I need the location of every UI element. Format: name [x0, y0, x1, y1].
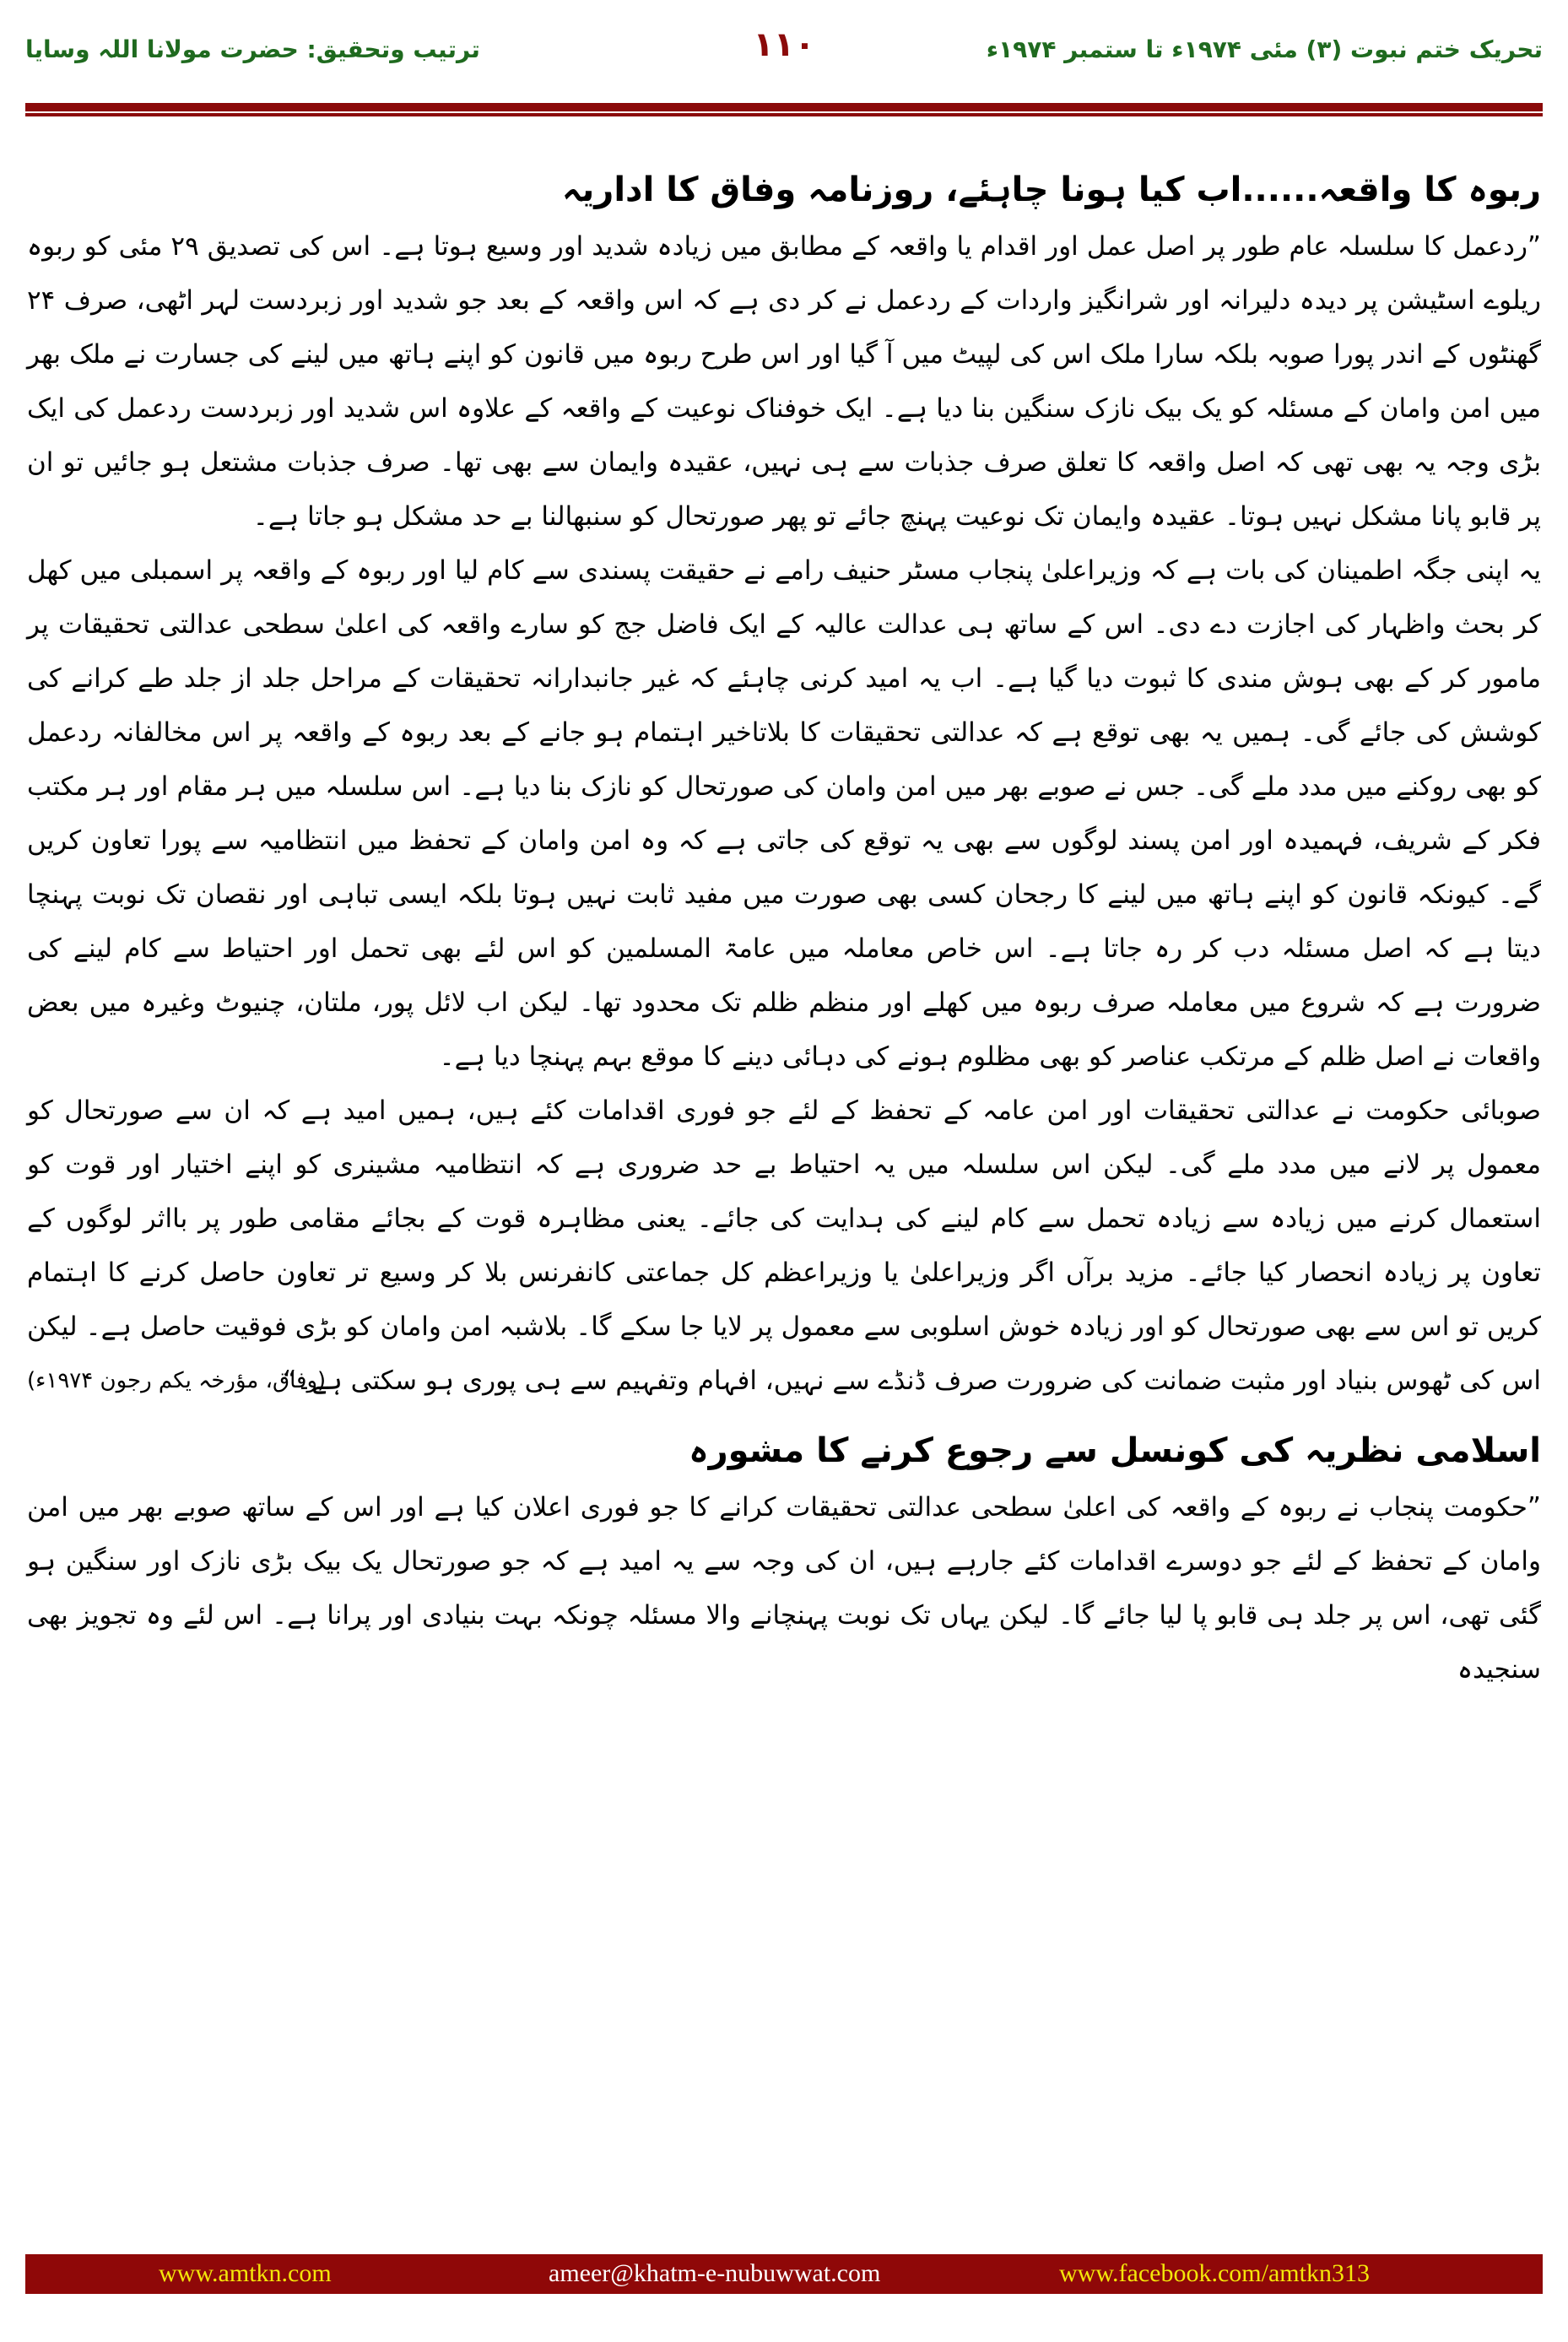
email-link[interactable]: ameer@khatm-e-nubuwwat.com: [549, 2259, 881, 2287]
facebook-link[interactable]: www.facebook.com/amtkn313: [1059, 2259, 1370, 2287]
article-paragraph-with-citation: [27, 1084, 1541, 1408]
book-title: تحریک ختم نبوت (۳) مئی ۱۹۷۴ء تا ستمبر ۱۹۷۴ء: [986, 35, 1543, 63]
article-paragraph: ”ردعمل کا سلسلہ عام طور پر اصل عمل اور اقدام یا واقعہ کے مطابق میں زیادہ شدید اور وسیع ہوتا ہے۔ اس کی تصدیق ۲۹ مئی کو ربوہ ریلوے اسٹیشن پر دیدہ دلیرانہ اور شرانگیز واردات کے ردعمل نے کر دی ہے کہ اس واقعہ کے بعد جو شدید اور زبردست لہر اٹھی، صرف ۲۴ گھنٹوں کے اندر پورا صوبہ بلکہ سارا ملک اس کی لپیٹ میں آ گیا اور اس طرح ربوہ میں قانون کو اپنے ہاتھ میں لینے کی جسارت نے ملک بھر میں امن وامان کے مسئلہ کو یک بیک نازک سنگین بنا دیا ہے۔ ایک خوفناک نوعیت کے واقعہ کے علاوہ اس شدید اور زبردست ردعمل کی ایک بڑی وجہ یہ بھی تھی کہ اصل واقعہ کا تعلق صرف جذبات سے ہی نہیں، عقیدہ وایمان سے بھی تھا۔ صرف جذبات مشتعل ہو جائیں تو ان پر قابو پانا مشکل نہیں ہوتا۔ عقیدہ وایمان تک نوعیت پہنچ جائے تو پھر صورتحال کو سنبھالنا بے حد مشکل ہو جاتا ہے۔: [27, 231, 1541, 532]
header-rule-thick: [25, 103, 1543, 111]
source-citation: (وفاق، مؤرخہ یکم رجون ۱۹۷۴ء): [27, 1368, 327, 1393]
page-number: ۱۱۰: [753, 25, 815, 64]
footer-bar: [25, 2254, 1543, 2294]
header-rule-thin: [25, 113, 1543, 116]
article-heading: اسلامی نظریہ کی کونسل سے رجوع کرنے کا مشورہ: [689, 1431, 1541, 1470]
article-heading: ربوہ کا واقعہ......اب کیا ہونا چاہئے، روزنامہ وفاق کا اداریہ: [561, 170, 1541, 209]
website-link[interactable]: www.amtkn.com: [159, 2259, 332, 2287]
page-body: [27, 160, 1541, 1696]
compiler-credit: ترتیب وتحقیق: حضرت مولانا اللہ وسایا: [25, 35, 480, 63]
page-header: [0, 17, 1568, 93]
article-paragraph: صوبائی حکومت نے عدالتی تحقیقات اور امن عامہ کے تحفظ کے لئے جو فوری اقدامات کئے ہیں، ہمیں امید ہے کہ ان سے صورتحال کو معمول پر لانے میں مدد ملے گی۔ لیکن اس سلسلہ میں یہ احتیاط بے حد ضروری ہے کہ انتظامیہ مشینری کو اپنے اختیار اور قوت کو استعمال کرنے میں زیادہ سے زیادہ تحمل سے کام لینے کی ہدایت کی جائے۔ یعنی مظاہرہ قوت کے بجائے مقامی طور پر بااثر لوگوں کے تعاون پر زیادہ انحصار کیا جائے۔ مزید برآں اگر وزیراعلیٰ یا وزیراعظم کل جماعتی کانفرنس بلا کر وسیع تر تعاون حاصل کرنے کا اہتمام کریں تو اس سے بھی صورتحال کو اور زیادہ خوش اسلوبی سے معمول پر لایا جا سکے گا۔ بلاشبہ امن وامان کو بڑی فوقیت حاصل ہے۔ لیکن اس کی ٹھوس بنیاد اور مثبت ضمانت کی ضرورت صرف ڈنڈے سے نہیں، افہام وتفہیم سے ہی پوری ہو سکتی ہے۔“: [27, 1095, 1541, 1396]
article-paragraph: ”حکومت پنجاب نے ربوہ کے واقعہ کی اعلیٰ سطحی عدالتی تحقیقات کرانے کا جو فوری اعلان کیا ہے اور اس کے ساتھ صوبے بھر میں امن وامان کے تحفظ کے لئے جو دوسرے اقدامات کئے جارہے ہیں، ان کی وجہ سے یہ امید ہے کہ جو صورتحال یک بیک بڑی نازک اور سنگین ہو گئی تھی، اس پر جلد ہی قابو پا لیا جائے گا۔ لیکن یہاں تک نوبت پہنچانے والا مسئلہ چونکہ بہت بنیادی اور پرانا ہے۔ اس لئے وہ تجویز بھی سنجیدہ: [27, 1492, 1541, 1685]
article-paragraph: یہ اپنی جگہ اطمینان کی بات ہے کہ وزیراعلیٰ پنجاب مسٹر حنیف رامے نے حقیقت پسندی سے کام لیا اور ربوہ کے واقعہ پر اسمبلی میں کھل کر بحث واظہار کی اجازت دے دی۔ اس کے ساتھ ہی عدالت عالیہ کے ایک فاضل جج کو سارے واقعہ کی اعلیٰ سطحی عدالتی تحقیقات پر مامور کر کے بھی ہوش مندی کا ثبوت دیا گیا ہے۔ اب یہ امید کرنی چاہئے کہ غیر جانبدارانہ تحقیقات کے مراحل جلد از جلد طے کرانے کی کوشش کی جائے گی۔ ہمیں یہ بھی توقع ہے کہ عدالتی تحقیقات کا بلاتاخیر اہتمام ہو جانے کے بعد ربوہ کے واقعہ پر اس مخالفانہ ردعمل کو بھی روکنے میں مدد ملے گی۔ جس نے صوبے بھر میں امن وامان کی صورتحال کو نازک بنا دیا ہے۔ اس سلسلہ میں ہر مقام اور ہر مکتب فکر کے شریف، فہمیدہ اور امن پسند لوگوں سے بھی یہ توقع کی جاتی ہے کہ وہ امن وامان کے تحفظ میں انتظامیہ سے پورا تعاون کریں گے۔ کیونکہ قانون کو اپنے ہاتھ میں لینے کا رجحان کسی بھی صورت میں مفید ثابت نہیں ہوتا بلکہ ایسی تباہی اور نقصان تک نوبت پہنچا دیتا ہے کہ اصل مسئلہ دب کر رہ جاتا ہے۔ اس خاص معاملہ میں عامۃ المسلمین کو اس لئے بھی تحمل اور احتیاط سے کام لینے کی ضرورت ہے کہ شروع میں معاملہ صرف ربوہ میں کھلے اور منظم ظلم تک محدود تھا۔ لیکن اب لائل پور، ملتان، چنیوٹ وغیرہ میں بعض واقعات نے اصل ظلم کے مرتکب عناصر کو بھی مظلوم ہونے کی دہائی دینے کا موقع بہم پہنچا دیا ہے۔: [27, 555, 1541, 1072]
